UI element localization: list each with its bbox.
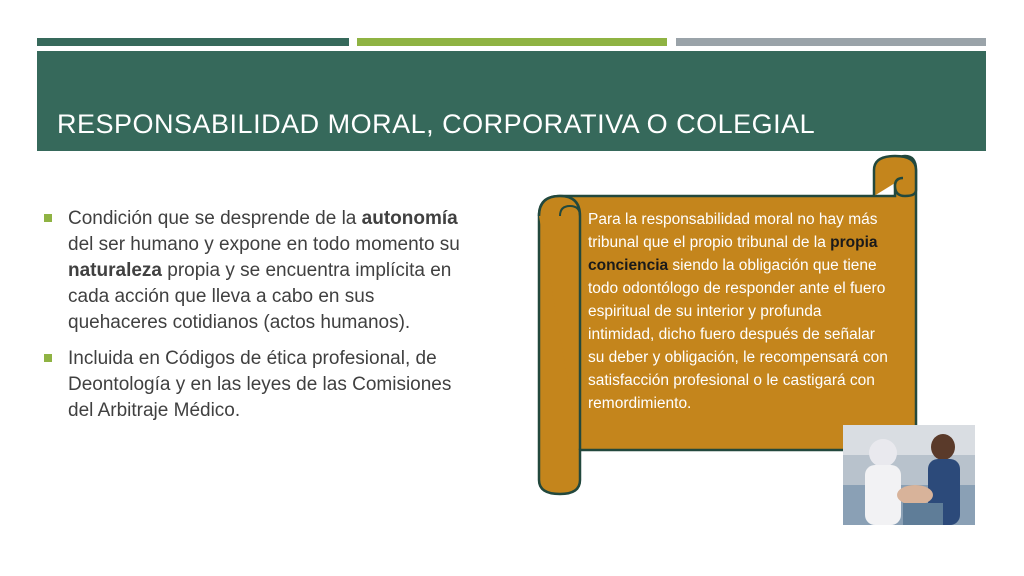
highlighted-phrase: propia conciencia (588, 234, 878, 274)
scroll-paragraph: Para la responsabilidad moral no hay más tribunal que el propio tribunal de la propia conciencia siendo la obligación que tiene todo odontólogo de responder ante el fuero espiritual de su interior y profunda intimidad, dicho fuero después de señalar su deber y obligación, le recompensará con satisfacción profesional o le castigará con remordimiento. (588, 211, 888, 412)
bold-term: naturaleza (68, 260, 162, 281)
bullet-text: Incluida en Códigos de ética profesional, de Deontología y en las leyes de las Comisiones del Arbitraje Médico. (68, 348, 452, 421)
slide-title: RESPONSABILIDAD MORAL, CORPORATIVA O COLEGIAL (57, 109, 816, 139)
bullet-text: Condición que se desprende de la autonomía del ser humano y expone en todo momento su naturaleza propia y se encuentra implícita en cada acción que lleva a cabo en sus quehaceres cotidianos (actos humanos). (68, 208, 460, 333)
dentist-photo (843, 425, 975, 525)
bold-term: autonomía (361, 208, 458, 229)
